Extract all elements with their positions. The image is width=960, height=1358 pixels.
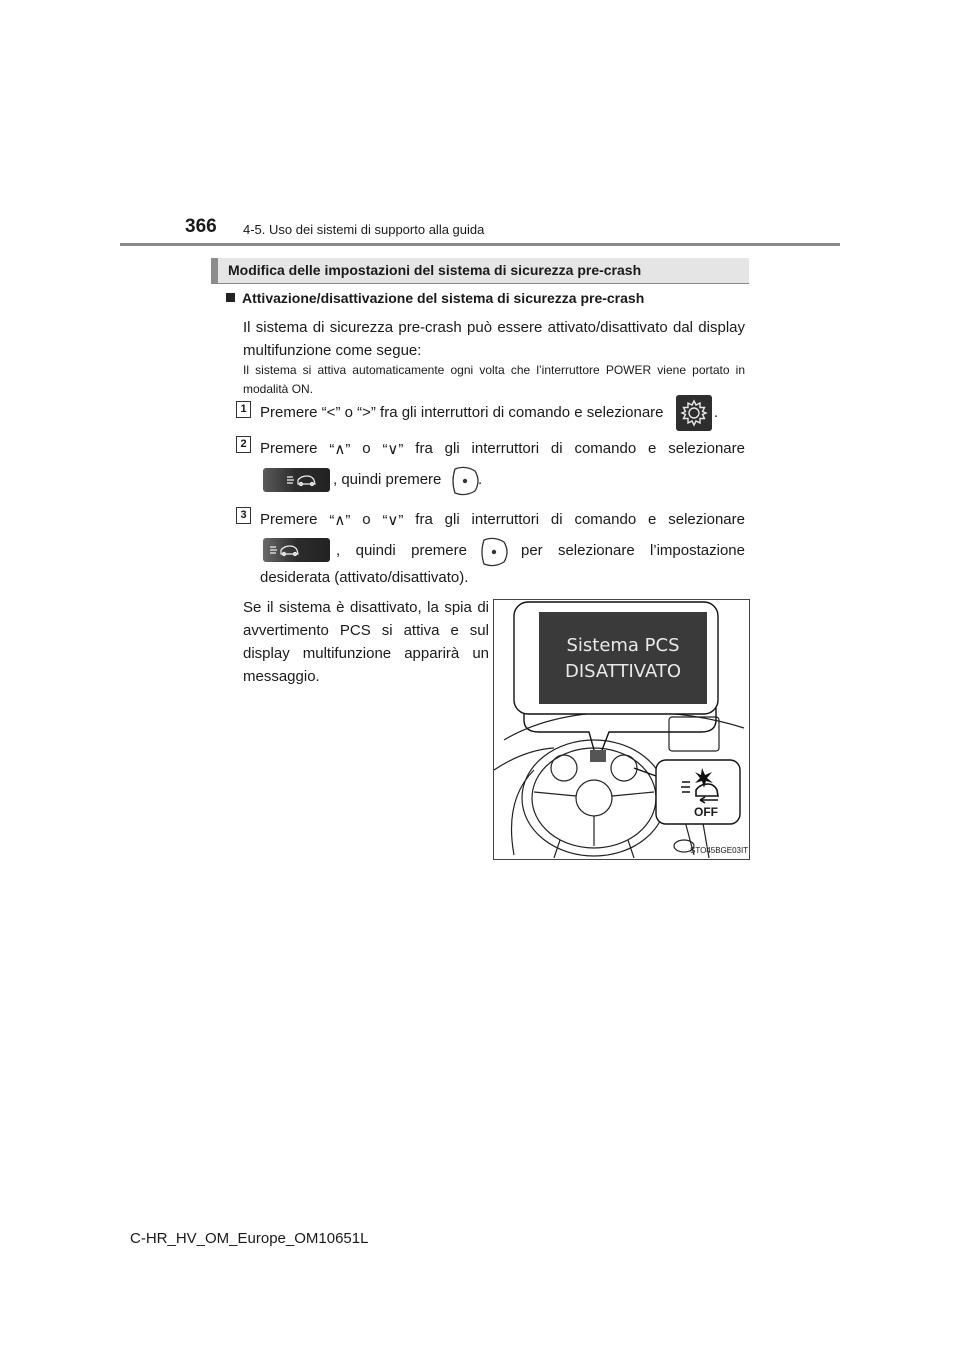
note-paragraph: Il sistema si attiva automaticamente ogni volta che l’interruttore POWER viene portato in modalità ON. <box>243 363 745 396</box>
step-2-then-press: , quindi premere <box>333 471 442 488</box>
word: comando <box>574 511 637 528</box>
step-3-line-2a <box>336 542 467 559</box>
word: “∨” <box>382 441 404 458</box>
word: fra <box>415 440 433 457</box>
step-3-line-1 <box>260 511 745 529</box>
footer-document-code: C-HR_HV_OM_Europe_OM10651L <box>130 1230 369 1247</box>
word: e <box>648 511 657 528</box>
word: “∨” <box>382 512 404 529</box>
step-number-2: 2 <box>236 436 251 453</box>
word: o <box>362 440 371 457</box>
word: Premere <box>260 511 318 528</box>
word: interruttori <box>471 440 540 457</box>
word: l’impostazione <box>649 542 745 559</box>
word: comando <box>574 440 637 457</box>
dashboard-illustration <box>493 599 750 860</box>
step-1-instruction: Premere “<” o “>” fra gli interruttori di comando e selezionare <box>260 404 664 421</box>
intro-paragraph: Il sistema di sicurezza pre-crash può essere attivato/disattivato dal display multifunzione come segue: <box>243 319 745 359</box>
section-heading: Modifica delle impostazioni del sistema di sicurezza pre-crash <box>228 262 642 278</box>
step-number-3: 3 <box>236 507 251 524</box>
subsection-heading <box>226 290 644 306</box>
step-1-text <box>260 404 664 421</box>
word: selezionare <box>557 542 635 559</box>
figure-code: STO45BGE03IT <box>690 846 749 855</box>
word: di <box>550 511 563 528</box>
settings-gear-icon <box>676 395 712 431</box>
word: fra <box>415 511 433 528</box>
page-number: 366 <box>185 216 217 237</box>
word: “∧” <box>329 512 351 529</box>
ok-switch-icon <box>476 534 512 570</box>
word: premere <box>411 542 467 559</box>
warning-explanation: Se il sistema è disattivato, la spia di avvertimento PCS si attiva e sul display multifunzione apparirà un messaggio. <box>243 599 489 685</box>
square-bullet-icon <box>226 293 235 302</box>
pcs-menu-icon <box>263 468 330 492</box>
word: gli <box>444 440 460 457</box>
word: e <box>648 440 657 457</box>
pcs-setting-icon <box>263 538 330 562</box>
word: gli <box>444 511 460 528</box>
section-title: 4-5. Uso dei sistemi di supporto alla guida <box>243 222 485 237</box>
header-divider <box>120 243 840 246</box>
section-underline <box>211 283 749 284</box>
word: per <box>521 542 543 559</box>
word: o <box>362 511 371 528</box>
word: “∧” <box>329 441 351 458</box>
word: , <box>336 542 341 559</box>
step-3-line-3: desiderata (attivato/disattivato). <box>260 569 469 586</box>
word: interruttori <box>471 511 540 528</box>
word: selezionare <box>668 440 745 457</box>
subsection-heading-text: Attivazione/disattivazione del sistema di sicurezza pre-crash <box>242 290 645 306</box>
step-1-period: . <box>714 404 719 421</box>
word: di <box>550 440 563 457</box>
step-number-1: 1 <box>236 401 251 418</box>
word: Premere <box>260 440 318 457</box>
step-2-line-1 <box>260 440 745 458</box>
word: selezionare <box>668 511 745 528</box>
step-2-period: . <box>478 471 483 488</box>
display-message-line-1: Sistema PCS <box>566 635 680 656</box>
section-heading-bar <box>211 258 749 283</box>
word: quindi <box>355 542 396 559</box>
step-3-line-2b <box>521 542 745 559</box>
indicator-off-label: OFF <box>694 805 718 819</box>
display-message-line-2: DISATTIVATO <box>564 661 682 682</box>
